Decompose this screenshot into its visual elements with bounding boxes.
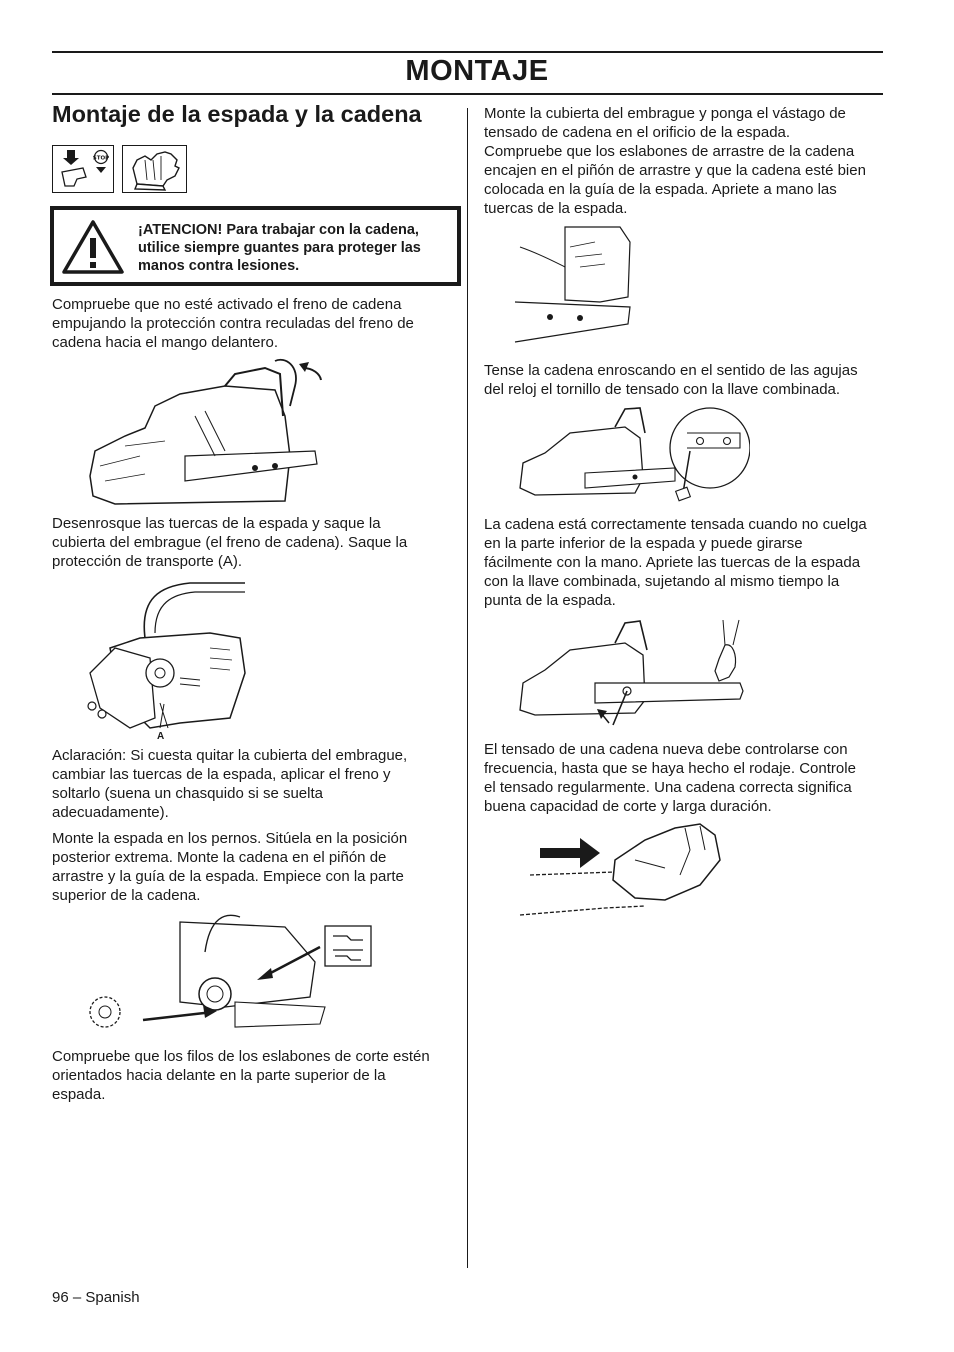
clutch-cover-removal-illustration xyxy=(80,578,250,740)
stop-engine-symbol xyxy=(52,145,114,193)
warning-box xyxy=(50,206,461,286)
warning-triangle-icon xyxy=(60,218,126,276)
clutch-cover-mount-illustration xyxy=(510,222,660,357)
chainsaw-brake-illustration xyxy=(85,356,325,511)
paragraph-correct-tension: La cadena está correctamente tensada cuando no cuelga en la parte inferior de la espada y puede girarse fácilmente con la mano. Apriete las tuercas de la espada con la llave combinada, sujetando al mismo tiempo la punta de la espada. xyxy=(484,516,867,609)
figure-label-a: A xyxy=(157,731,165,740)
chain-tightening-nuts-illustration xyxy=(515,615,750,735)
paragraph-clarification: Aclaración: Si cuesta quitar la cubierta del embrague, cambiar las tuercas de la espada, aplicar el freno y soltarlo (suena un chasquido si se suelta adecuadamente). xyxy=(52,747,408,821)
paragraph-mount-clutch-cover: Monte la cubierta del embrague y ponga el vástago de tensado de cadena en el orificio de la espada. Compruebe que los eslabones de arrastre de la cadena encajen en el piñón de arrastre y que la cadena esté bien colocada en la guía de la espada. Apriete a mano las tuercas de la espada. xyxy=(484,105,866,217)
stop-engine-icon xyxy=(53,146,112,191)
paragraph-mount-bar: Monte la espada en los pernos. Sitúela en la posición posterior extrema. Monte la cadena en el piñón de arrastre y la guía de la espada. Empiece con la parte superior de la cadena. xyxy=(52,830,408,904)
chain-tensioning-illustration xyxy=(515,403,750,508)
page-number: 96 – Spanish xyxy=(52,1289,140,1306)
warning-text: ¡ATENCION! Para trabajar con la cadena, utilice siempre guantes para proteger las manos contra lesiones. xyxy=(138,222,421,274)
paragraph-remove-nuts: Desenrosque las tuercas de la espada y saque la cubierta del embrague (el freno de cadena). Saque la protección de transporte (A). xyxy=(52,515,408,570)
header-rule-top xyxy=(52,51,883,53)
header-rule-bottom xyxy=(52,93,883,95)
paragraph-new-chain: El tensado de una cadena nueva debe controlarse con frecuencia, hasta que se haya hecho el rodaje. Controle el tensado regularmente. Una cadena correcta significa buena capacidad de corte y larga duración. xyxy=(484,741,856,815)
section-title: MONTAJE xyxy=(405,55,549,87)
chain-mounting-illustration xyxy=(85,912,375,1042)
gloves-symbol xyxy=(122,145,187,193)
paragraph-check-chain-brake: Compruebe que no esté activado el freno de cadena empujando la protección contra reculadas del freno de cadena hacia el mango delantero. xyxy=(52,296,414,351)
paragraph-tension-chain: Tense la cadena enroscando en el sentido de las agujas del reloj el tornillo de tensado con la llave combinada. xyxy=(484,362,858,398)
page-heading: Montaje de la espada y la cadena xyxy=(52,101,422,127)
column-divider xyxy=(467,108,468,1268)
paragraph-cutting-links: Compruebe que los filos de los eslabones de corte estén orientados hacia delante en la parte superior de la espada. xyxy=(52,1048,430,1103)
glove-icon xyxy=(123,146,185,191)
chain-rotation-glove-illustration xyxy=(515,820,725,925)
stop-sign-label: STOP xyxy=(92,155,110,162)
